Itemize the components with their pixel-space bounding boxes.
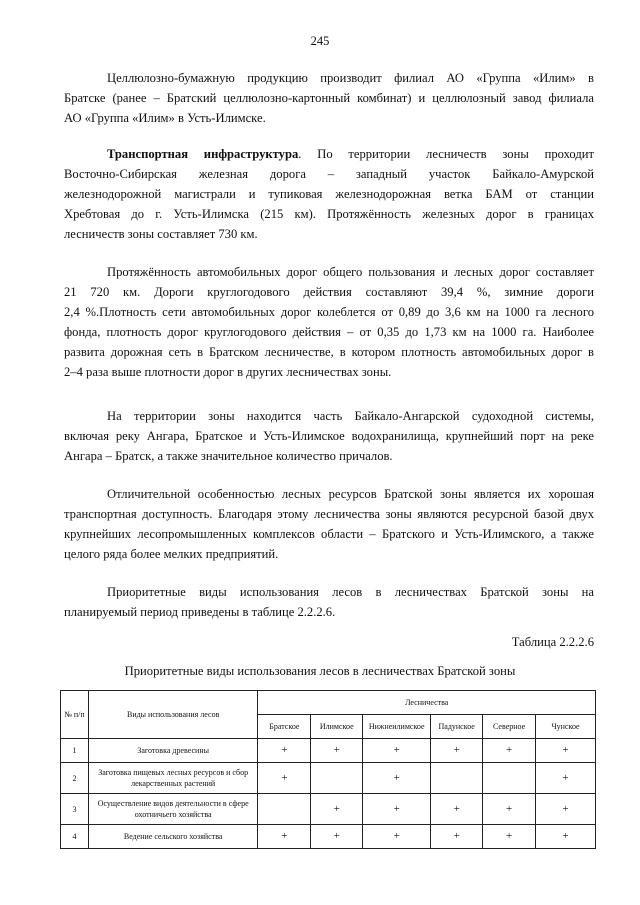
header-forestry: Нижнеилимское [363,715,431,739]
use-type-cell: Осуществление видов деятельности в сфере охотничьего хозяйства [88,794,257,825]
table-title: Приоритетные виды использования лесов в лесничествах Братской зоны [124,664,516,678]
mark-cell: + [536,739,596,763]
row-number: 4 [61,825,89,849]
text-line: Восточно-Сибирская железная дорога – западный участок Байкало-Амурской [64,167,594,181]
text-line: Братске (ранее – Братский целлюлозно-картонный комбинат) и целлюлозный завод филиала [64,91,594,105]
text-line [64,144,594,164]
text-line: 2,4 %.Плотность сети автомобильных дорог колеблется от 0,89 до 3,6 км на 1000 га лесного [64,305,594,319]
mark-cell: + [363,763,431,794]
mark-cell: + [311,825,363,849]
mark-cell: + [363,739,431,763]
paragraph-pulp-production [64,68,594,128]
mark-cell: + [258,739,311,763]
mark-cell [431,763,483,794]
mark-cell [258,794,311,825]
mark-cell: + [483,825,536,849]
mark-cell [311,763,363,794]
mark-cell: + [431,794,483,825]
mark-cell [483,763,536,794]
mark-cell: + [311,794,363,825]
header-forestry: Падунское [431,715,483,739]
text-line: крупнейших лесопромышленных комплексов области – Братского и Усть-Илимского, а также [64,527,594,541]
header-forestry: Северное [483,715,536,739]
text-line: Целлюлозно-бумажную продукцию производит филиал АО «Группа «Илим» в [107,71,594,85]
use-type-cell: Ведение сельского хозяйства [88,825,257,849]
row-number: 1 [61,739,89,763]
mark-cell: + [431,825,483,849]
text-line: Отличительной особенностью лесных ресурсов Братской зоны является их хорошая [107,487,594,501]
mark-cell: + [536,794,596,825]
paragraph-road-network [64,262,594,382]
text-line: На территории зоны находится часть Байкало-Ангарской судоходной системы, [107,409,594,423]
page-number: 245 [310,34,330,48]
use-type-cell: Заготовка древесины [88,739,257,763]
mark-cell: + [258,825,311,849]
text-line: Протяжённость автомобильных дорог общего пользования и лесных дорог составляет [107,265,594,279]
row-number: 3 [61,794,89,825]
header-use-type: Виды использования лесов [88,691,257,739]
mark-cell: + [536,825,596,849]
mark-cell: + [536,763,596,794]
text-line: АО «Группа «Илим» в Усть-Илимске. [64,111,266,125]
text-line: развита дорожная сеть в Братском лесничестве, в котором плотность автомобильных дорог в [64,345,594,359]
mark-cell: + [363,794,431,825]
mark-cell: + [363,825,431,849]
paragraph-waterways [64,406,594,466]
header-row-number: № п/п [61,691,89,739]
table-row [61,825,596,849]
text-line: фонда, плотность дорог круглогодового действия – от 0,35 до 1,73 км на 1000 га. Наиболее [64,325,594,339]
text-line: 21 720 км. Дороги круглогодового действия составляют 39,4 %, зимние дороги [64,285,594,299]
section-heading: Транспортная инфраструктура [107,147,299,161]
mark-cell: + [483,794,536,825]
table-row [61,794,596,825]
mark-cell: + [483,739,536,763]
text-line: лесничеств зоны составляет 730 км. [64,227,258,241]
mark-cell: + [431,739,483,763]
forest-use-table [60,690,596,849]
table-reference: Таблица 2.2.2.6 [511,635,594,649]
mark-cell: + [311,739,363,763]
row-number: 2 [61,763,89,794]
text-line: железнодорожной магистрали и тупиковая железнодорожная ветка БАМ от станции [64,187,594,201]
text-line: планируемый период приведены в таблице 2.2.2.6. [64,605,336,619]
text-line: Ангара – Братск, а также значительное количество причалов. [64,449,393,463]
header-forestry: Илимское [311,715,363,739]
text-line: Приоритетные виды использования лесов в лесничествах Братской зоны на [107,585,594,599]
table-row [61,763,596,794]
paragraph-accessibility [64,484,594,564]
header-forestry: Чунское [536,715,596,739]
table-row [61,739,596,763]
text-line: целого ряда более мелких предприятий. [64,547,279,561]
text-fragment: . По территории лесничеств зоны проходит [298,147,594,161]
text-line: транспортная доступность. Благодаря этому лесничества зоны являются ресурсной базой двух [64,507,594,521]
use-type-cell: Заготовка пищевых лесных ресурсов и сбор лекарственных растений [88,763,257,794]
mark-cell: + [258,763,311,794]
text-line: 2–4 раза выше плотности дорог в других лесничествах зоны. [64,365,392,379]
paragraph-priority-uses [64,582,594,622]
header-forestries-group: Лесничества [258,691,596,715]
text-line: включая реку Ангара, Братское и Усть-Илимское водохранилища, крупнейший порт на реке [64,429,594,443]
text-line: Хребтовая до г. Усть-Илимска (215 км). Протяжённость железных дорог в границах [64,207,594,221]
paragraph-transport-infrastructure [64,144,594,244]
header-forestry: Братское [258,715,311,739]
